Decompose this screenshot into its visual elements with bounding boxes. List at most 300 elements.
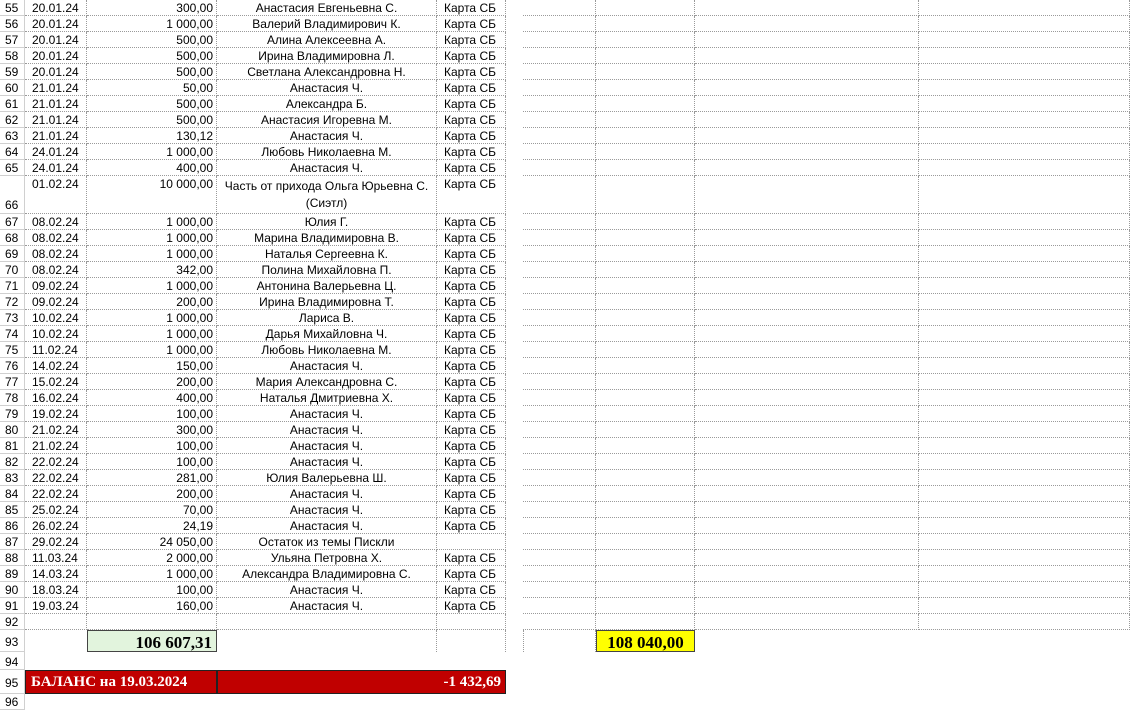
empty-cell[interactable]	[695, 128, 919, 144]
empty-cell[interactable]	[695, 80, 919, 96]
empty-cell[interactable]	[523, 438, 596, 454]
empty-cell[interactable]	[596, 422, 695, 438]
row-header[interactable]: 56	[0, 16, 25, 32]
spacer-cell[interactable]	[506, 246, 523, 262]
name-cell[interactable]: Алина Алексеевна А.	[217, 32, 437, 48]
method-cell[interactable]: Карта СБ	[437, 470, 506, 486]
amount-cell[interactable]: 500,00	[87, 112, 217, 128]
balance-label-cell[interactable]: БАЛАНС на 19.03.2024	[25, 670, 217, 694]
empty-cell[interactable]	[919, 390, 1130, 406]
empty-cell[interactable]	[523, 294, 596, 310]
empty-cell[interactable]	[695, 486, 919, 502]
method-cell[interactable]: Карта СБ	[437, 326, 506, 342]
spacer-cell[interactable]	[506, 342, 523, 358]
empty-cell[interactable]	[596, 358, 695, 374]
spacer-cell[interactable]	[506, 230, 523, 246]
empty-cell[interactable]	[919, 310, 1130, 326]
spacer-cell[interactable]	[506, 598, 523, 614]
row-header[interactable]: 78	[0, 390, 25, 406]
amount-cell[interactable]: 1 000,00	[87, 342, 217, 358]
amount-cell[interactable]: 300,00	[87, 0, 217, 16]
method-cell[interactable]: Карта СБ	[437, 214, 506, 230]
empty-cell[interactable]	[596, 326, 695, 342]
amount-cell[interactable]: 400,00	[87, 390, 217, 406]
empty-cell[interactable]	[695, 96, 919, 112]
name-cell[interactable]: Юлия Г.	[217, 214, 437, 230]
date-cell[interactable]: 24.01.24	[25, 160, 87, 176]
spacer-cell[interactable]	[506, 614, 523, 630]
empty-cell[interactable]	[523, 176, 596, 214]
spacer-cell[interactable]	[506, 374, 523, 390]
row-header[interactable]: 96	[0, 694, 25, 710]
spacer-cell[interactable]	[506, 128, 523, 144]
empty-cell[interactable]	[919, 326, 1130, 342]
method-cell[interactable]: Карта СБ	[437, 294, 506, 310]
spacer-cell[interactable]	[506, 470, 523, 486]
date-cell[interactable]: 22.02.24	[25, 486, 87, 502]
empty-cell[interactable]	[596, 64, 695, 80]
method-cell[interactable]: Карта СБ	[437, 64, 506, 80]
empty-cell[interactable]	[217, 630, 437, 652]
row-header[interactable]: 70	[0, 262, 25, 278]
empty-cell[interactable]	[919, 534, 1130, 550]
empty-cell[interactable]	[695, 518, 919, 534]
row-header[interactable]: 66	[0, 176, 25, 214]
empty-cell[interactable]	[919, 64, 1130, 80]
row-header[interactable]: 85	[0, 502, 25, 518]
empty-cell[interactable]	[523, 144, 596, 160]
method-cell[interactable]: Карта СБ	[437, 160, 506, 176]
balance-value-cell[interactable]: -1 432,69	[217, 670, 506, 694]
empty-cell[interactable]	[919, 112, 1130, 128]
spacer-cell[interactable]	[506, 454, 523, 470]
empty-cell[interactable]	[695, 144, 919, 160]
method-cell[interactable]: Карта СБ	[437, 96, 506, 112]
empty-cell[interactable]	[919, 374, 1130, 390]
empty-cell[interactable]	[523, 48, 596, 64]
name-cell[interactable]: Анастасия Ч.	[217, 598, 437, 614]
empty-cell[interactable]	[919, 262, 1130, 278]
empty-cell[interactable]	[596, 582, 695, 598]
name-cell[interactable]: Анастасия Игоревна М.	[217, 112, 437, 128]
date-cell[interactable]: 20.01.24	[25, 32, 87, 48]
date-cell[interactable]: 25.02.24	[25, 502, 87, 518]
amount-cell[interactable]: 130,12	[87, 128, 217, 144]
name-cell[interactable]: Анастасия Ч.	[217, 438, 437, 454]
spacer-cell[interactable]	[506, 112, 523, 128]
empty-cell[interactable]	[596, 262, 695, 278]
empty-cell[interactable]	[919, 80, 1130, 96]
row-header[interactable]: 94	[0, 652, 25, 670]
date-cell[interactable]: 21.01.24	[25, 112, 87, 128]
empty-cell[interactable]	[596, 80, 695, 96]
row-header[interactable]: 90	[0, 582, 25, 598]
row-header[interactable]: 72	[0, 294, 25, 310]
row-header[interactable]: 81	[0, 438, 25, 454]
name-cell[interactable]: Анастасия Ч.	[217, 422, 437, 438]
amount-cell[interactable]: 100,00	[87, 406, 217, 422]
date-cell[interactable]: 22.02.24	[25, 470, 87, 486]
amount-cell[interactable]: 150,00	[87, 358, 217, 374]
empty-cell[interactable]	[596, 342, 695, 358]
name-cell[interactable]: Анастасия Ч.	[217, 358, 437, 374]
amount-cell[interactable]: 1 000,00	[87, 310, 217, 326]
date-cell[interactable]: 14.03.24	[25, 566, 87, 582]
empty-cell[interactable]	[523, 502, 596, 518]
empty-cell[interactable]	[695, 390, 919, 406]
empty-cell[interactable]	[695, 566, 919, 582]
empty-cell[interactable]	[523, 566, 596, 582]
date-cell[interactable]: 11.03.24	[25, 550, 87, 566]
method-cell[interactable]: Карта СБ	[437, 406, 506, 422]
spacer-cell[interactable]	[506, 262, 523, 278]
empty-cell[interactable]	[523, 310, 596, 326]
date-cell[interactable]: 10.02.24	[25, 326, 87, 342]
method-cell[interactable]: Карта СБ	[437, 374, 506, 390]
amount-cell[interactable]: 24,19	[87, 518, 217, 534]
amount-cell[interactable]: 500,00	[87, 32, 217, 48]
method-cell[interactable]: Карта СБ	[437, 112, 506, 128]
amount-cell[interactable]: 10 000,00	[87, 176, 217, 214]
spacer-cell[interactable]	[506, 438, 523, 454]
empty-cell[interactable]	[919, 160, 1130, 176]
empty-cell[interactable]	[695, 582, 919, 598]
method-cell[interactable]: Карта СБ	[437, 230, 506, 246]
empty-cell[interactable]	[919, 230, 1130, 246]
empty-cell[interactable]	[596, 128, 695, 144]
spacer-cell[interactable]	[506, 176, 523, 214]
name-cell[interactable]: Антонина Валерьевна Ц.	[217, 278, 437, 294]
empty-cell[interactable]	[695, 214, 919, 230]
method-cell[interactable]: Карта СБ	[437, 176, 506, 214]
name-cell[interactable]: Анастасия Ч.	[217, 502, 437, 518]
empty-cell[interactable]	[695, 230, 919, 246]
method-cell[interactable]: Карта СБ	[437, 128, 506, 144]
name-cell[interactable]: Полина Михайловна П.	[217, 262, 437, 278]
method-cell[interactable]: Карта СБ	[437, 358, 506, 374]
date-cell[interactable]: 21.02.24	[25, 438, 87, 454]
spacer-cell[interactable]	[506, 326, 523, 342]
date-cell[interactable]: 19.03.24	[25, 598, 87, 614]
empty-cell[interactable]	[695, 406, 919, 422]
empty-cell[interactable]	[695, 48, 919, 64]
date-cell[interactable]: 21.01.24	[25, 80, 87, 96]
date-cell[interactable]: 11.02.24	[25, 342, 87, 358]
row-header[interactable]: 86	[0, 518, 25, 534]
empty-cell[interactable]	[919, 48, 1130, 64]
name-cell[interactable]: Наталья Сергеевна К.	[217, 246, 437, 262]
amount-cell[interactable]: 100,00	[87, 438, 217, 454]
name-cell[interactable]: Любовь Николаевна М.	[217, 144, 437, 160]
row-header[interactable]: 69	[0, 246, 25, 262]
date-cell[interactable]: 08.02.24	[25, 262, 87, 278]
empty-cell[interactable]	[695, 262, 919, 278]
amount-cell[interactable]: 1 000,00	[87, 246, 217, 262]
row-header[interactable]: 83	[0, 470, 25, 486]
method-cell[interactable]: Карта СБ	[437, 438, 506, 454]
empty-cell[interactable]	[523, 630, 596, 652]
empty-cell[interactable]	[87, 614, 217, 630]
date-cell[interactable]: 01.02.24	[25, 176, 87, 214]
method-cell[interactable]	[437, 534, 506, 550]
empty-cell[interactable]	[596, 214, 695, 230]
empty-cell[interactable]	[695, 294, 919, 310]
empty-cell[interactable]	[523, 64, 596, 80]
amount-cell[interactable]: 1 000,00	[87, 566, 217, 582]
empty-cell[interactable]	[919, 502, 1130, 518]
empty-cell[interactable]	[695, 16, 919, 32]
row-header[interactable]: 58	[0, 48, 25, 64]
row-header[interactable]: 65	[0, 160, 25, 176]
row-header[interactable]: 62	[0, 112, 25, 128]
name-cell[interactable]: Анастасия Ч.	[217, 486, 437, 502]
empty-cell[interactable]	[523, 342, 596, 358]
empty-cell[interactable]	[437, 614, 506, 630]
name-cell[interactable]: Лариса В.	[217, 310, 437, 326]
spacer-cell[interactable]	[506, 278, 523, 294]
empty-cell[interactable]	[596, 96, 695, 112]
method-cell[interactable]: Карта СБ	[437, 80, 506, 96]
row-header[interactable]: 57	[0, 32, 25, 48]
empty-cell[interactable]	[919, 582, 1130, 598]
date-cell[interactable]: 20.01.24	[25, 48, 87, 64]
empty-cell[interactable]	[523, 454, 596, 470]
empty-cell[interactable]	[596, 566, 695, 582]
date-cell[interactable]: 09.02.24	[25, 278, 87, 294]
spacer-cell[interactable]	[506, 422, 523, 438]
name-cell[interactable]: Светлана Александровна Н.	[217, 64, 437, 80]
empty-cell[interactable]	[695, 246, 919, 262]
empty-cell[interactable]	[523, 390, 596, 406]
empty-cell[interactable]	[919, 32, 1130, 48]
empty-cell[interactable]	[695, 0, 919, 16]
empty-cell[interactable]	[919, 358, 1130, 374]
empty-cell[interactable]	[596, 246, 695, 262]
spacer-cell[interactable]	[506, 550, 523, 566]
name-cell[interactable]: Анастасия Ч.	[217, 160, 437, 176]
spacer-cell[interactable]	[506, 406, 523, 422]
date-cell[interactable]: 14.02.24	[25, 358, 87, 374]
date-cell[interactable]: 19.02.24	[25, 406, 87, 422]
empty-cell[interactable]	[695, 374, 919, 390]
empty-cell[interactable]	[523, 80, 596, 96]
method-cell[interactable]: Карта СБ	[437, 144, 506, 160]
amount-cell[interactable]: 1 000,00	[87, 326, 217, 342]
empty-cell[interactable]	[919, 176, 1130, 214]
date-cell[interactable]: 24.01.24	[25, 144, 87, 160]
method-cell[interactable]: Карта СБ	[437, 582, 506, 598]
spacer-cell[interactable]	[506, 144, 523, 160]
empty-cell[interactable]	[596, 598, 695, 614]
empty-cell[interactable]	[523, 246, 596, 262]
empty-cell[interactable]	[523, 16, 596, 32]
method-cell[interactable]: Карта СБ	[437, 246, 506, 262]
name-cell[interactable]: Валерий Владимирович К.	[217, 16, 437, 32]
empty-cell[interactable]	[523, 470, 596, 486]
method-cell[interactable]: Карта СБ	[437, 278, 506, 294]
name-cell[interactable]: Часть от прихода Ольга Юрьевна С. (Сиэтл)	[217, 176, 437, 214]
date-cell[interactable]: 20.01.24	[25, 64, 87, 80]
amount-cell[interactable]: 100,00	[87, 454, 217, 470]
empty-cell[interactable]	[523, 326, 596, 342]
name-cell[interactable]: Анастасия Ч.	[217, 454, 437, 470]
empty-cell[interactable]	[596, 550, 695, 566]
amount-cell[interactable]: 342,00	[87, 262, 217, 278]
date-cell[interactable]: 08.02.24	[25, 246, 87, 262]
empty-cell[interactable]	[919, 470, 1130, 486]
spacer-cell[interactable]	[506, 358, 523, 374]
amount-cell[interactable]: 500,00	[87, 96, 217, 112]
method-cell[interactable]: Карта СБ	[437, 0, 506, 16]
empty-cell[interactable]	[596, 48, 695, 64]
empty-cell[interactable]	[919, 454, 1130, 470]
empty-cell[interactable]	[596, 112, 695, 128]
amount-cell[interactable]: 70,00	[87, 502, 217, 518]
empty-cell[interactable]	[695, 598, 919, 614]
empty-cell[interactable]	[596, 230, 695, 246]
method-cell[interactable]: Карта СБ	[437, 32, 506, 48]
amount-cell[interactable]: 100,00	[87, 582, 217, 598]
spacer-cell[interactable]	[506, 32, 523, 48]
empty-cell[interactable]	[695, 176, 919, 214]
method-cell[interactable]: Карта СБ	[437, 262, 506, 278]
empty-cell[interactable]	[523, 422, 596, 438]
method-cell[interactable]: Карта СБ	[437, 598, 506, 614]
empty-cell[interactable]	[695, 422, 919, 438]
empty-cell[interactable]	[596, 390, 695, 406]
row-header[interactable]: 68	[0, 230, 25, 246]
empty-cell[interactable]	[695, 550, 919, 566]
empty-cell[interactable]	[919, 96, 1130, 112]
empty-cell[interactable]	[596, 16, 695, 32]
empty-cell[interactable]	[596, 614, 695, 630]
empty-cell[interactable]	[919, 342, 1130, 358]
empty-cell[interactable]	[695, 438, 919, 454]
empty-cell[interactable]	[695, 32, 919, 48]
row-header[interactable]: 91	[0, 598, 25, 614]
empty-cell[interactable]	[596, 454, 695, 470]
empty-cell[interactable]	[523, 160, 596, 176]
row-header[interactable]: 88	[0, 550, 25, 566]
spacer-cell[interactable]	[506, 534, 523, 550]
amount-cell[interactable]: 1 000,00	[87, 16, 217, 32]
amount-cell[interactable]: 200,00	[87, 486, 217, 502]
empty-cell[interactable]	[695, 326, 919, 342]
row-header[interactable]: 75	[0, 342, 25, 358]
amount-cell[interactable]: 500,00	[87, 64, 217, 80]
amount-cell[interactable]: 50,00	[87, 80, 217, 96]
spacer-cell[interactable]	[506, 582, 523, 598]
empty-cell[interactable]	[437, 630, 506, 652]
spacer-cell[interactable]	[506, 486, 523, 502]
empty-cell[interactable]	[596, 406, 695, 422]
row-header[interactable]: 63	[0, 128, 25, 144]
empty-cell[interactable]	[596, 294, 695, 310]
empty-cell[interactable]	[523, 0, 596, 16]
date-cell[interactable]: 18.03.24	[25, 582, 87, 598]
empty-cell[interactable]	[919, 614, 1130, 630]
name-cell[interactable]: Анастасия Ч.	[217, 518, 437, 534]
row-header[interactable]: 92	[0, 614, 25, 630]
amount-cell[interactable]: 2 000,00	[87, 550, 217, 566]
date-cell[interactable]: 20.01.24	[25, 0, 87, 16]
empty-cell[interactable]	[695, 454, 919, 470]
empty-cell[interactable]	[919, 518, 1130, 534]
spacer-cell[interactable]	[506, 160, 523, 176]
name-cell[interactable]: Анастасия Ч.	[217, 582, 437, 598]
empty-cell[interactable]	[523, 128, 596, 144]
empty-cell[interactable]	[523, 550, 596, 566]
method-cell[interactable]: Карта СБ	[437, 422, 506, 438]
empty-cell[interactable]	[596, 176, 695, 214]
spacer-cell[interactable]	[506, 566, 523, 582]
empty-cell[interactable]	[919, 422, 1130, 438]
empty-cell[interactable]	[919, 246, 1130, 262]
spacer-cell[interactable]	[506, 64, 523, 80]
empty-cell[interactable]	[596, 534, 695, 550]
name-cell[interactable]: Ульяна Петровна Х.	[217, 550, 437, 566]
amount-cell[interactable]: 281,00	[87, 470, 217, 486]
empty-cell[interactable]	[596, 470, 695, 486]
empty-cell[interactable]	[523, 534, 596, 550]
empty-cell[interactable]	[695, 358, 919, 374]
method-cell[interactable]: Карта СБ	[437, 390, 506, 406]
name-cell[interactable]: Юлия Валерьевна Ш.	[217, 470, 437, 486]
empty-cell[interactable]	[919, 550, 1130, 566]
date-cell[interactable]: 16.02.24	[25, 390, 87, 406]
name-cell[interactable]: Ирина Владимировна Л.	[217, 48, 437, 64]
name-cell[interactable]: Анастасия Ч.	[217, 128, 437, 144]
spacer-cell[interactable]	[506, 310, 523, 326]
spacer-cell[interactable]	[506, 16, 523, 32]
empty-cell[interactable]	[523, 32, 596, 48]
empty-cell[interactable]	[596, 438, 695, 454]
row-header[interactable]: 74	[0, 326, 25, 342]
empty-cell[interactable]	[919, 566, 1130, 582]
date-cell[interactable]: 08.02.24	[25, 214, 87, 230]
name-cell[interactable]: Марина Владимировна В.	[217, 230, 437, 246]
date-cell[interactable]: 09.02.24	[25, 294, 87, 310]
name-cell[interactable]: Анастасия Ч.	[217, 80, 437, 96]
date-cell[interactable]: 21.01.24	[25, 96, 87, 112]
empty-cell[interactable]	[596, 374, 695, 390]
name-cell[interactable]: Остаток из темы Пискли	[217, 534, 437, 550]
amount-cell[interactable]: 300,00	[87, 422, 217, 438]
spacer-cell[interactable]	[506, 214, 523, 230]
amount-cell[interactable]: 1 000,00	[87, 278, 217, 294]
date-cell[interactable]: 21.02.24	[25, 422, 87, 438]
row-header[interactable]: 80	[0, 422, 25, 438]
method-cell[interactable]: Карта СБ	[437, 16, 506, 32]
empty-cell[interactable]	[523, 598, 596, 614]
row-header[interactable]: 73	[0, 310, 25, 326]
row-header[interactable]: 67	[0, 214, 25, 230]
empty-cell[interactable]	[596, 502, 695, 518]
spacer-cell[interactable]	[506, 80, 523, 96]
date-cell[interactable]: 10.02.24	[25, 310, 87, 326]
row-header[interactable]: 87	[0, 534, 25, 550]
name-cell[interactable]: Ирина Владимировна Т.	[217, 294, 437, 310]
row-header[interactable]: 61	[0, 96, 25, 112]
row-header[interactable]: 77	[0, 374, 25, 390]
empty-cell[interactable]	[695, 310, 919, 326]
name-cell[interactable]: Анастасия Евгеньевна С.	[217, 0, 437, 16]
empty-cell[interactable]	[523, 374, 596, 390]
row-header[interactable]: 79	[0, 406, 25, 422]
row-header[interactable]: 60	[0, 80, 25, 96]
name-cell[interactable]: Любовь Николаевна М.	[217, 342, 437, 358]
empty-cell[interactable]	[596, 32, 695, 48]
